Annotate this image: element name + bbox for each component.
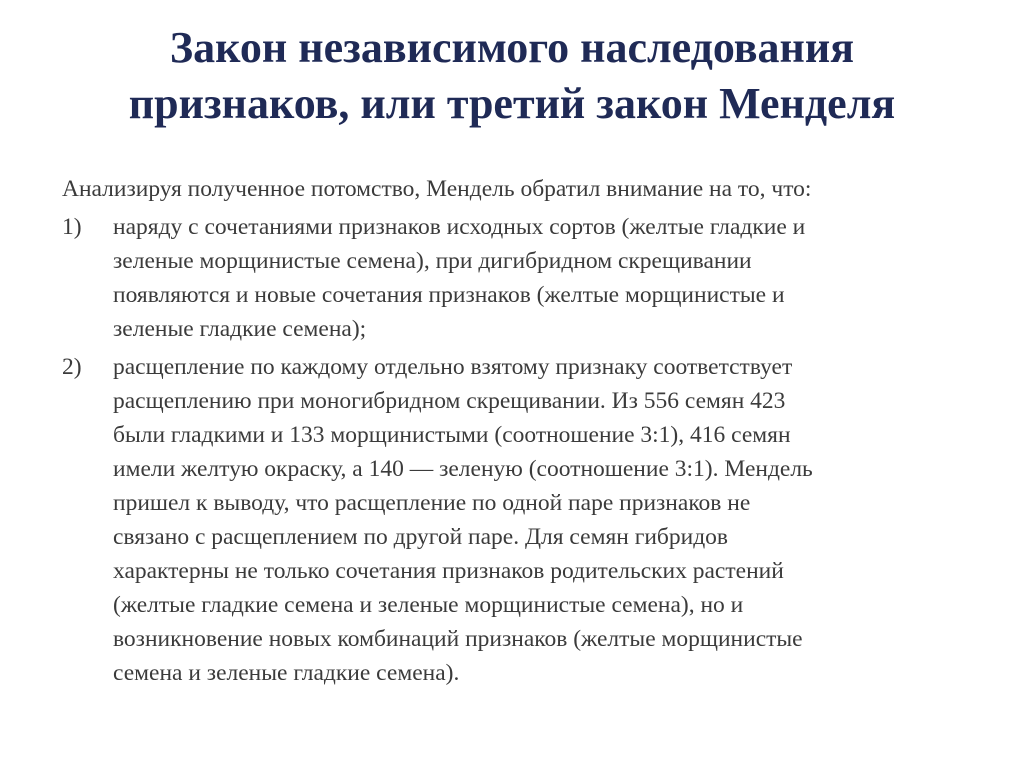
list-item-line: связано с расщеплением по другой паре. Для семян гибридов [113, 524, 729, 550]
intro-text: Анализируя полученное потомство, Мендель обратил внимание на то, что: [62, 176, 812, 202]
list-item-1 [62, 210, 982, 346]
list-item-number: 1) [62, 214, 82, 240]
list-item-number: 2) [62, 354, 82, 380]
list-item-line: характерны не только сочетания признаков родительских растений [113, 558, 784, 584]
list-item-line: имели желтую окраску, а 140 — зеленую (соотношение 3:1). Мендель [113, 456, 813, 482]
list-item-line: расщепление по каждому отдельно взятому признаку соответствует [113, 354, 793, 380]
list-item-line: были гладкими и 133 морщинистыми (соотношение 3:1), 416 семян [113, 422, 791, 448]
title-line-2: признаков, или третий закон Менделя [128, 79, 896, 128]
list-item-line: наряду с сочетаниями признаков исходных сортов (желтые гладкие и [113, 214, 806, 240]
list-item-line: возникновение новых комбинаций признаков (желтые морщинистые [113, 626, 803, 652]
list-item-line: (желтые гладкие семена и зеленые морщинистые семена), но и [113, 592, 744, 618]
slide-body [62, 172, 982, 694]
list-item-line: появляются и новые сочетания признаков (желтые морщинистые и [113, 282, 785, 308]
list-item-line: семена и зеленые гладкие семена). [113, 660, 460, 686]
list-item-line: зеленые морщинистые семена), при дигибридном скрещивании [113, 248, 752, 274]
list-item-line: пришел к выводу, что расщепление по одной паре признаков не [113, 490, 751, 516]
list-item-2 [62, 350, 982, 690]
slide-title [40, 20, 984, 132]
title-line-1: Закон независимого наследования [169, 23, 855, 72]
list-item-line: зеленые гладкие семена); [113, 316, 367, 342]
list-item-line: расщеплению при моногибридном скрещивании. Из 556 семян 423 [113, 388, 786, 414]
